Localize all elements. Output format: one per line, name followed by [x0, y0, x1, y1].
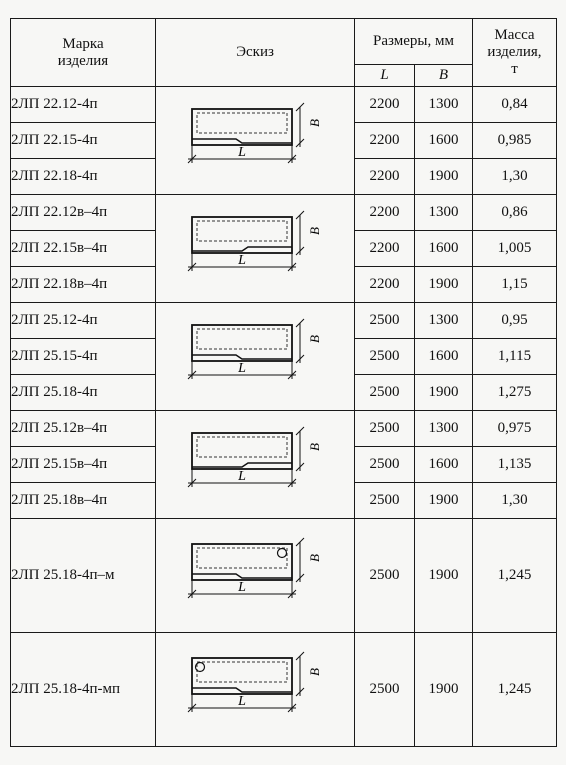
cell-mark: 2ЛП 22.12-4п: [11, 87, 156, 123]
sketch-b-label: B: [307, 442, 322, 451]
cell-length: 2200: [355, 123, 415, 159]
sketch-l-label: L: [238, 144, 246, 160]
cell-mark: 2ЛП 22.18в–4п: [11, 267, 156, 303]
cell-sketch: [156, 411, 355, 519]
cell-mass: 1,245: [473, 633, 557, 747]
cell-width: 1900: [415, 267, 473, 303]
header-length: L: [355, 65, 415, 87]
cell-sketch: [156, 303, 355, 411]
cell-mass: 1,15: [473, 267, 557, 303]
cell-length: 2500: [355, 447, 415, 483]
cell-mark: 2ЛП 25.18-4п: [11, 375, 156, 411]
header-sketch: Эскиз: [156, 19, 355, 87]
sketch-b-label: B: [307, 226, 322, 235]
cell-width: 1900: [415, 483, 473, 519]
cell-length: 2500: [355, 633, 415, 747]
cell-mass: 0,95: [473, 303, 557, 339]
table-row: [11, 411, 557, 447]
cell-mass: 0,975: [473, 411, 557, 447]
sketch-l-label: L: [238, 468, 246, 484]
sketch-l-label: L: [238, 693, 246, 709]
cell-width: 1300: [415, 195, 473, 231]
cell-length: 2500: [355, 303, 415, 339]
cell-mass: 1,005: [473, 231, 557, 267]
cell-length: 2200: [355, 267, 415, 303]
cell-mass: 0,84: [473, 87, 557, 123]
cell-mass: 0,86: [473, 195, 557, 231]
cell-mass: 0,985: [473, 123, 557, 159]
cell-length: 2500: [355, 411, 415, 447]
cell-mark: 2ЛП 25.18-4п-мп: [11, 633, 156, 747]
header-sizes: Размеры, мм: [355, 19, 473, 65]
table-body: [11, 87, 557, 747]
cell-width: 1900: [415, 159, 473, 195]
cell-mark: 2ЛП 22.12в–4п: [11, 195, 156, 231]
cell-width: 1600: [415, 123, 473, 159]
cell-length: 2200: [355, 231, 415, 267]
cell-mass: 1,30: [473, 483, 557, 519]
sketch-b-label: B: [307, 334, 322, 343]
cell-width: 1300: [415, 87, 473, 123]
table-row: [11, 87, 557, 123]
cell-mark: 2ЛП 25.18в–4п: [11, 483, 156, 519]
cell-length: 2500: [355, 375, 415, 411]
sketch-l-label: L: [238, 360, 246, 376]
cell-mark: 2ЛП 22.15-4п: [11, 123, 156, 159]
cell-length: 2200: [355, 159, 415, 195]
cell-width: 1900: [415, 375, 473, 411]
spec-table: [10, 18, 557, 747]
sketch-l-label: L: [238, 252, 246, 268]
sketch-l-label: L: [238, 579, 246, 595]
sketch-b-label: B: [307, 553, 322, 562]
panel-sketch-icon: [180, 101, 330, 181]
header-mass: Масса изделия, т: [473, 19, 557, 87]
panel-sketch-icon: [180, 536, 330, 616]
cell-mark: 2ЛП 22.15в–4п: [11, 231, 156, 267]
cell-mass: 1,115: [473, 339, 557, 375]
cell-width: 1600: [415, 447, 473, 483]
cell-length: 2500: [355, 483, 415, 519]
cell-sketch: [156, 195, 355, 303]
sketch-b-label: B: [307, 118, 322, 127]
header-width: B: [415, 65, 473, 87]
cell-length: 2200: [355, 195, 415, 231]
cell-width: 1300: [415, 303, 473, 339]
table-row: [11, 519, 557, 633]
cell-width: 1900: [415, 633, 473, 747]
cell-mass: 1,30: [473, 159, 557, 195]
cell-mark: 2ЛП 25.15-4п: [11, 339, 156, 375]
cell-mark: 2ЛП 25.12-4п: [11, 303, 156, 339]
cell-mark: 2ЛП 22.18-4п: [11, 159, 156, 195]
cell-length: 2500: [355, 339, 415, 375]
cell-mass: 1,275: [473, 375, 557, 411]
header-mark: Марка изделия: [11, 19, 156, 87]
cell-length: 2500: [355, 519, 415, 633]
cell-width: 1900: [415, 519, 473, 633]
table-row: [11, 195, 557, 231]
panel-sketch-icon: [180, 317, 330, 397]
cell-mass: 1,245: [473, 519, 557, 633]
cell-mark: 2ЛП 25.15в–4п: [11, 447, 156, 483]
cell-width: 1300: [415, 411, 473, 447]
sketch-b-label: B: [307, 667, 322, 676]
cell-sketch: [156, 633, 355, 747]
cell-mark: 2ЛП 25.18-4п–м: [11, 519, 156, 633]
panel-sketch-icon: [180, 209, 330, 289]
table-row: [11, 303, 557, 339]
panel-sketch-icon: [180, 650, 330, 730]
cell-width: 1600: [415, 231, 473, 267]
cell-length: 2200: [355, 87, 415, 123]
cell-sketch: [156, 519, 355, 633]
cell-width: 1600: [415, 339, 473, 375]
panel-sketch-icon: [180, 425, 330, 505]
cell-mark: 2ЛП 25.12в–4п: [11, 411, 156, 447]
cell-mass: 1,135: [473, 447, 557, 483]
cell-sketch: [156, 87, 355, 195]
table-row: [11, 633, 557, 747]
